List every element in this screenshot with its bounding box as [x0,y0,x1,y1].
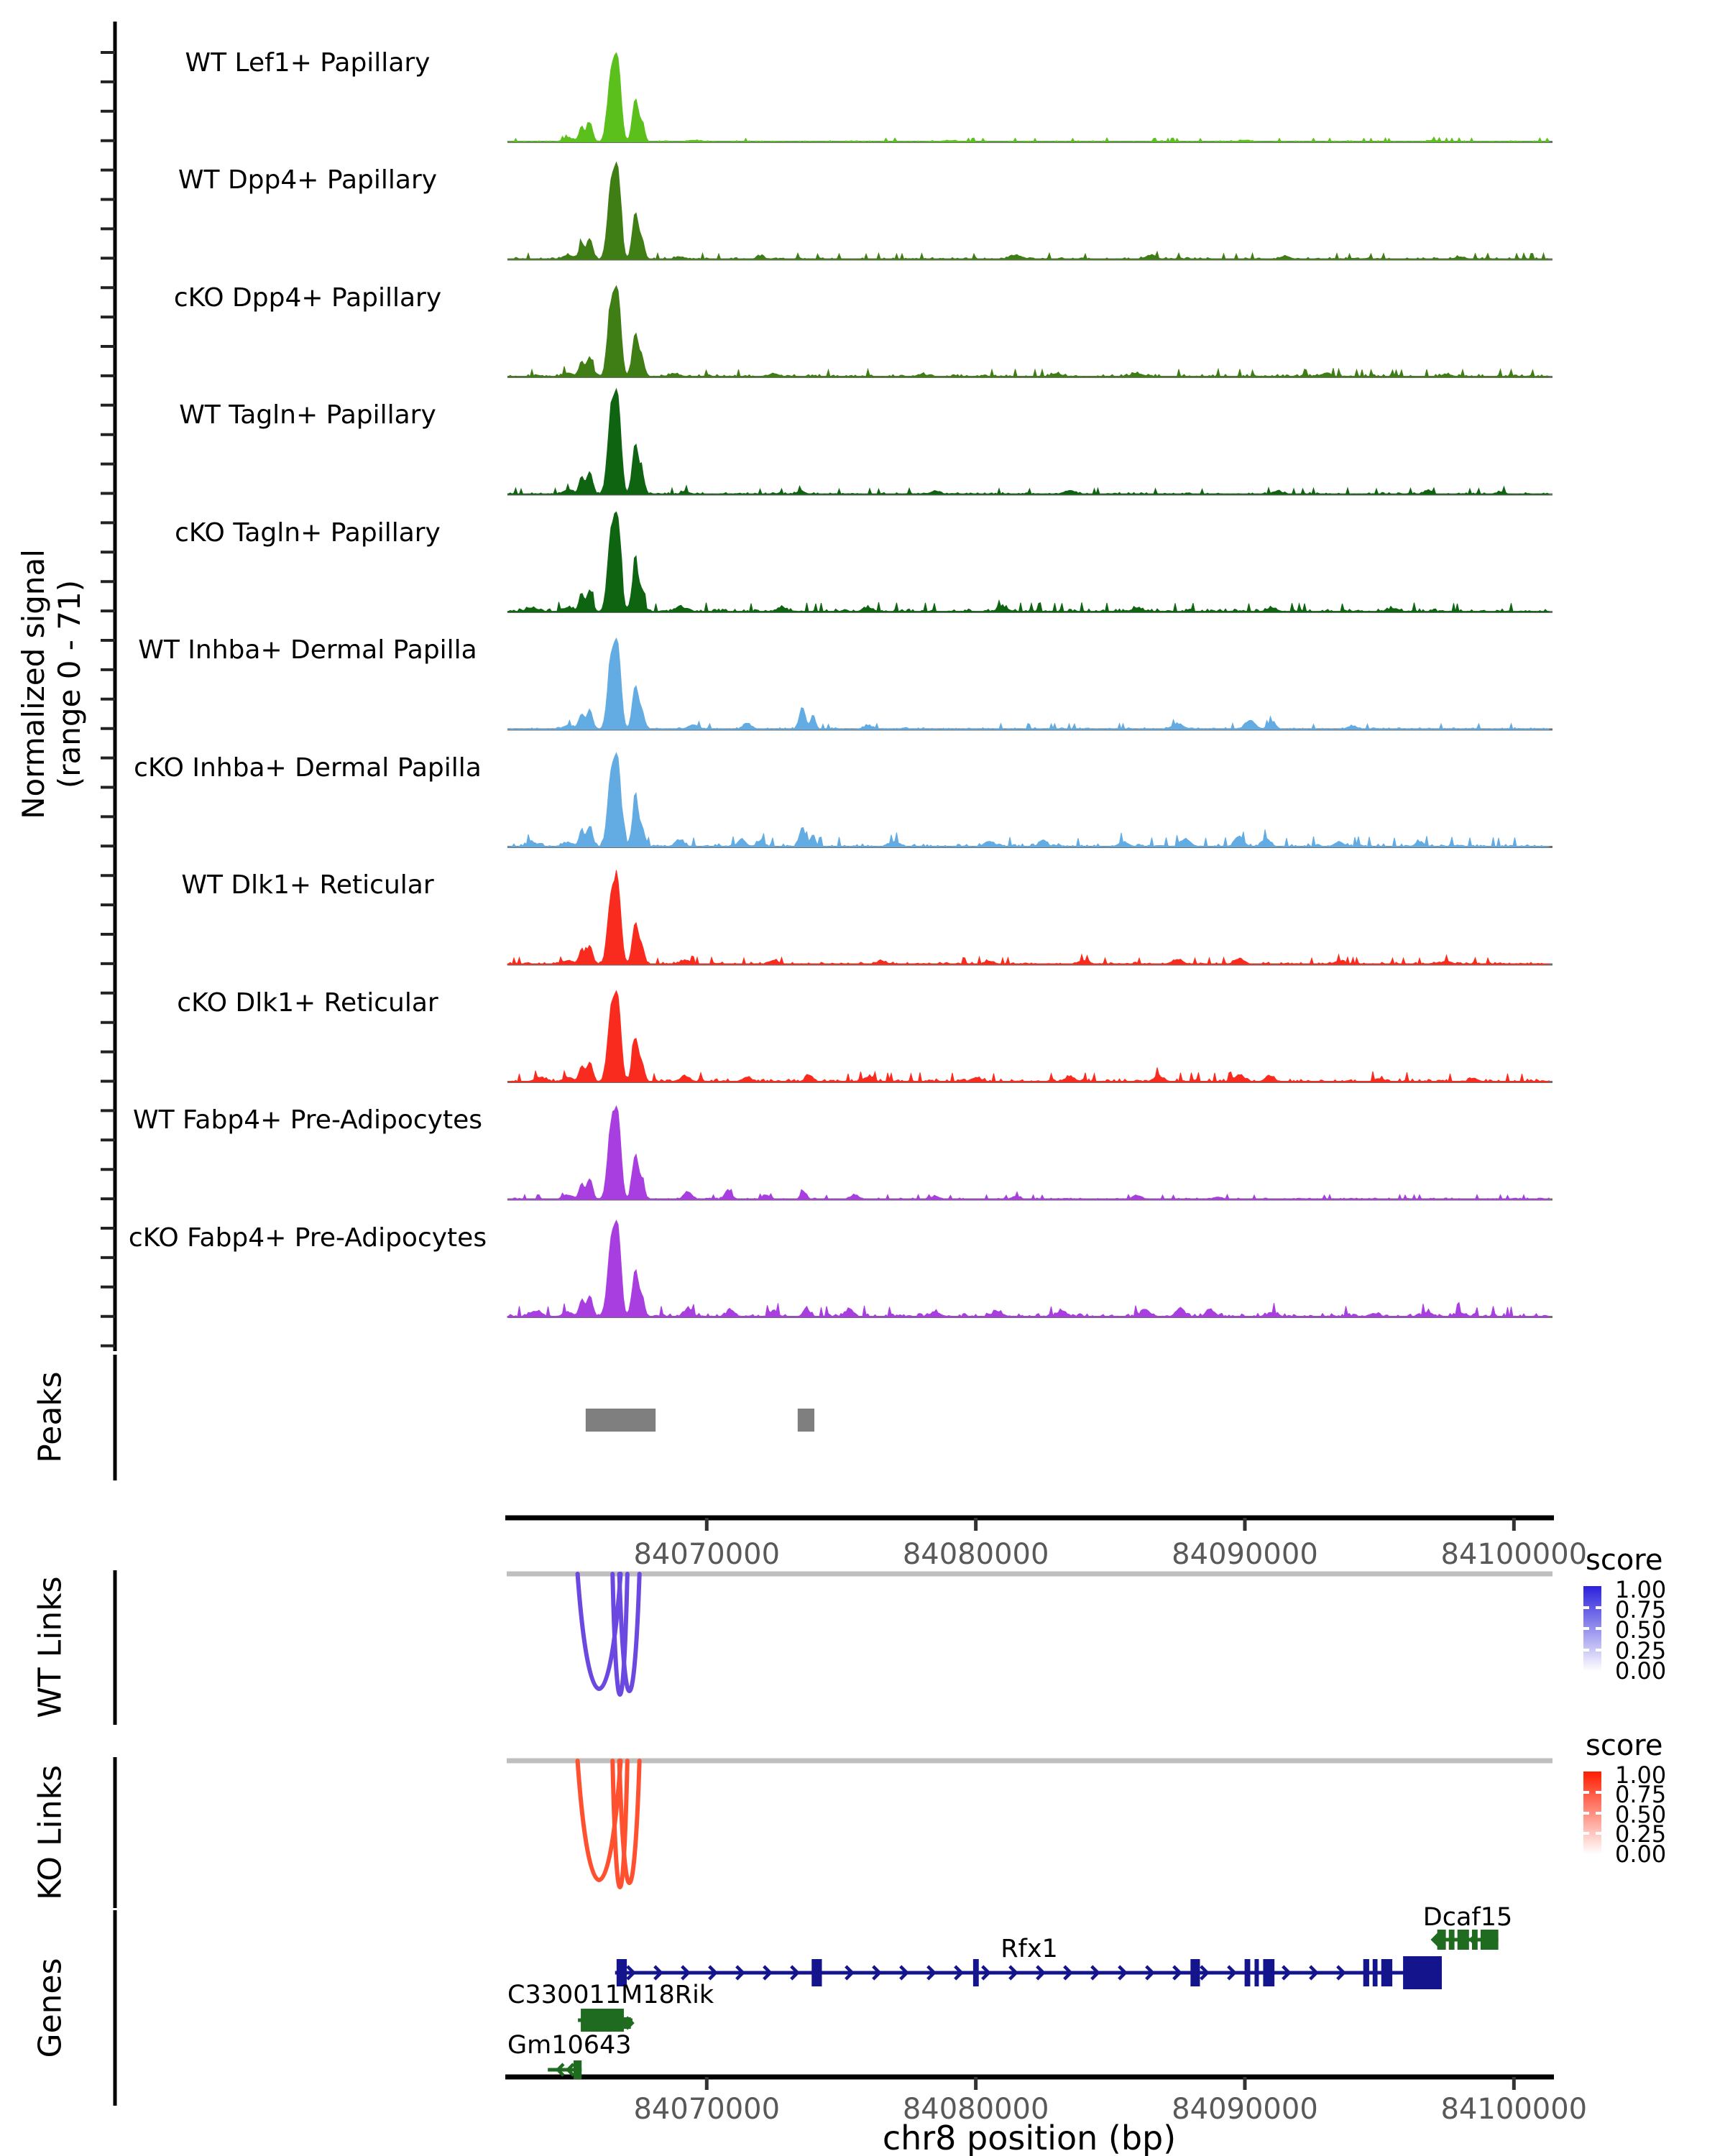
signal-area [507,162,1549,259]
signal-area [507,753,1549,847]
legend-value-1-3: 0.25 [1615,1820,1667,1848]
gene-exon [1403,1956,1442,1989]
track-label-4: cKO Tagln+ Papillary [175,517,441,548]
gene-exon [581,2009,624,2032]
signal-track-2 [507,286,1552,377]
legend-value-0-2: 0.50 [1615,1616,1667,1644]
ko-links-track [507,1761,1552,1887]
track-label-7: WT Dlk1+ Reticular [181,870,434,900]
signal-track-1 [507,162,1552,259]
gene-exon [574,2060,581,2079]
gene-exon [1190,1959,1200,1986]
legend-bar-notch [1583,1832,1589,1835]
x-tick-label: 84090000 [1172,1538,1318,1571]
signal-track-0 [507,53,1552,142]
legend-bar-notch [1583,1791,1589,1794]
legend-value-0-3: 0.25 [1615,1637,1667,1664]
gene-model-C330011M18Rik [578,2009,632,2032]
signal-area [507,1106,1549,1199]
legend-bar-notch [1596,1791,1601,1794]
legend-bar-notch [1583,1812,1589,1815]
track-label-1: WT Dpp4+ Papillary [178,165,438,195]
signal-area [507,991,1549,1082]
signal-y-axis [101,22,115,1351]
track-label-2: cKO Dpp4+ Papillary [173,282,442,313]
x-tick-label: 84070000 [633,1538,781,1571]
gene-exon [1381,1959,1392,1986]
signal-track-4 [507,512,1552,612]
gene-exon [1438,1930,1446,1950]
legend-value-0-0: 1.00 [1615,1576,1667,1603]
legend-title-1: score [1586,1729,1663,1762]
gene-model-Dcaf15 [1433,1930,1499,1950]
gene-label-Gm10643: Gm10643 [507,2031,632,2060]
x-tick-label: 84090000 [1172,2093,1318,2126]
gene-exon [1458,1930,1469,1950]
gene-exon [811,1959,822,1986]
signal-area [507,1220,1549,1317]
gene-exon [1481,1930,1499,1950]
track-label-8: cKO Dlk1+ Reticular [177,987,438,1018]
y-axis-label-line2: (range 0 - 71) [52,579,87,789]
legend-value-1-2: 0.50 [1615,1801,1667,1828]
legend-bar-notch [1596,1812,1601,1815]
gene-label-C330011M18Rik: C330011M18Rik [507,1981,714,2009]
section-label-peaks: Peaks [32,1371,69,1463]
signal-area [507,389,1549,494]
legend-title-0: score [1586,1544,1663,1577]
peaks-track [586,1409,814,1432]
signal-area [507,870,1549,964]
signal-area [507,286,1549,377]
legend-value-1-0: 1.00 [1615,1761,1667,1789]
gene-exon [1449,1930,1455,1950]
x-tick-label: 84100000 [1440,2093,1588,2126]
legend-bar-notch [1583,1649,1589,1651]
gene-label-Dcaf15: Dcaf15 [1422,1903,1513,1932]
x-tick-label: 84080000 [902,1538,1049,1571]
signal-track-5 [507,638,1552,729]
genomic-x-axis [505,2077,1554,2090]
legend-value-1-4: 0.00 [1615,1841,1667,1868]
gene-exon [1363,1959,1369,1986]
legend-value-0-1: 0.75 [1615,1596,1667,1623]
y-axis-label-line1: Normalized signal [16,549,51,819]
signal-track-8 [507,991,1552,1082]
x-tick-label: 84100000 [1440,1538,1588,1571]
track-label-9: WT Fabp4+ Pre-Adipocytes [133,1105,482,1135]
signal-track-6 [507,753,1552,847]
x-tick-label: 84070000 [633,2093,781,2126]
signal-track-10 [507,1220,1552,1317]
track-label-6: cKO Inhba+ Dermal Papilla [134,752,482,783]
track-label-3: WT Tagln+ Papillary [179,400,436,430]
signal-track-9 [507,1106,1552,1199]
track-label-10: cKO Fabp4+ Pre-Adipocytes [128,1222,487,1253]
signal-area [507,53,1549,142]
track-label-5: WT Inhba+ Dermal Papilla [138,635,477,665]
y-axis-label [16,549,88,819]
x-tick-label: 84080000 [902,2093,1049,2126]
gene-exon [1263,1959,1274,1986]
legend-bar-notch [1583,1606,1589,1609]
legend-value-1-1: 0.75 [1615,1781,1667,1808]
x-axis-title: chr8 position (bp) [882,2119,1177,2156]
track-label-0: WT Lef1+ Papillary [185,47,431,78]
wt-links-track [507,1574,1552,1695]
legend-bar-notch [1596,1649,1601,1651]
legend-bar-notch [1596,1832,1601,1835]
gene-exon [1245,1959,1251,1986]
section-label-wt-links: WT Links [32,1576,69,1718]
legend-bar-notch [1596,1627,1601,1630]
signal-track-3 [507,389,1552,494]
peak-region [798,1409,814,1432]
gene-exon [1373,1959,1378,1986]
legend-value-0-4: 0.00 [1615,1657,1667,1685]
peak-region [586,1409,656,1432]
legend-bar-notch [1596,1606,1601,1609]
legend-bar-notch [1583,1627,1589,1630]
signal-area [507,638,1549,729]
gene-label-Rfx1: Rfx1 [1000,1935,1058,1963]
section-label-genes: Genes [32,1958,69,2058]
section-label-ko-links: KO Links [32,1764,69,1901]
signal-track-7 [507,870,1552,964]
genomic-x-axis [505,1518,1554,1531]
signal-area [507,512,1549,612]
gene-exon [1254,1959,1259,1986]
